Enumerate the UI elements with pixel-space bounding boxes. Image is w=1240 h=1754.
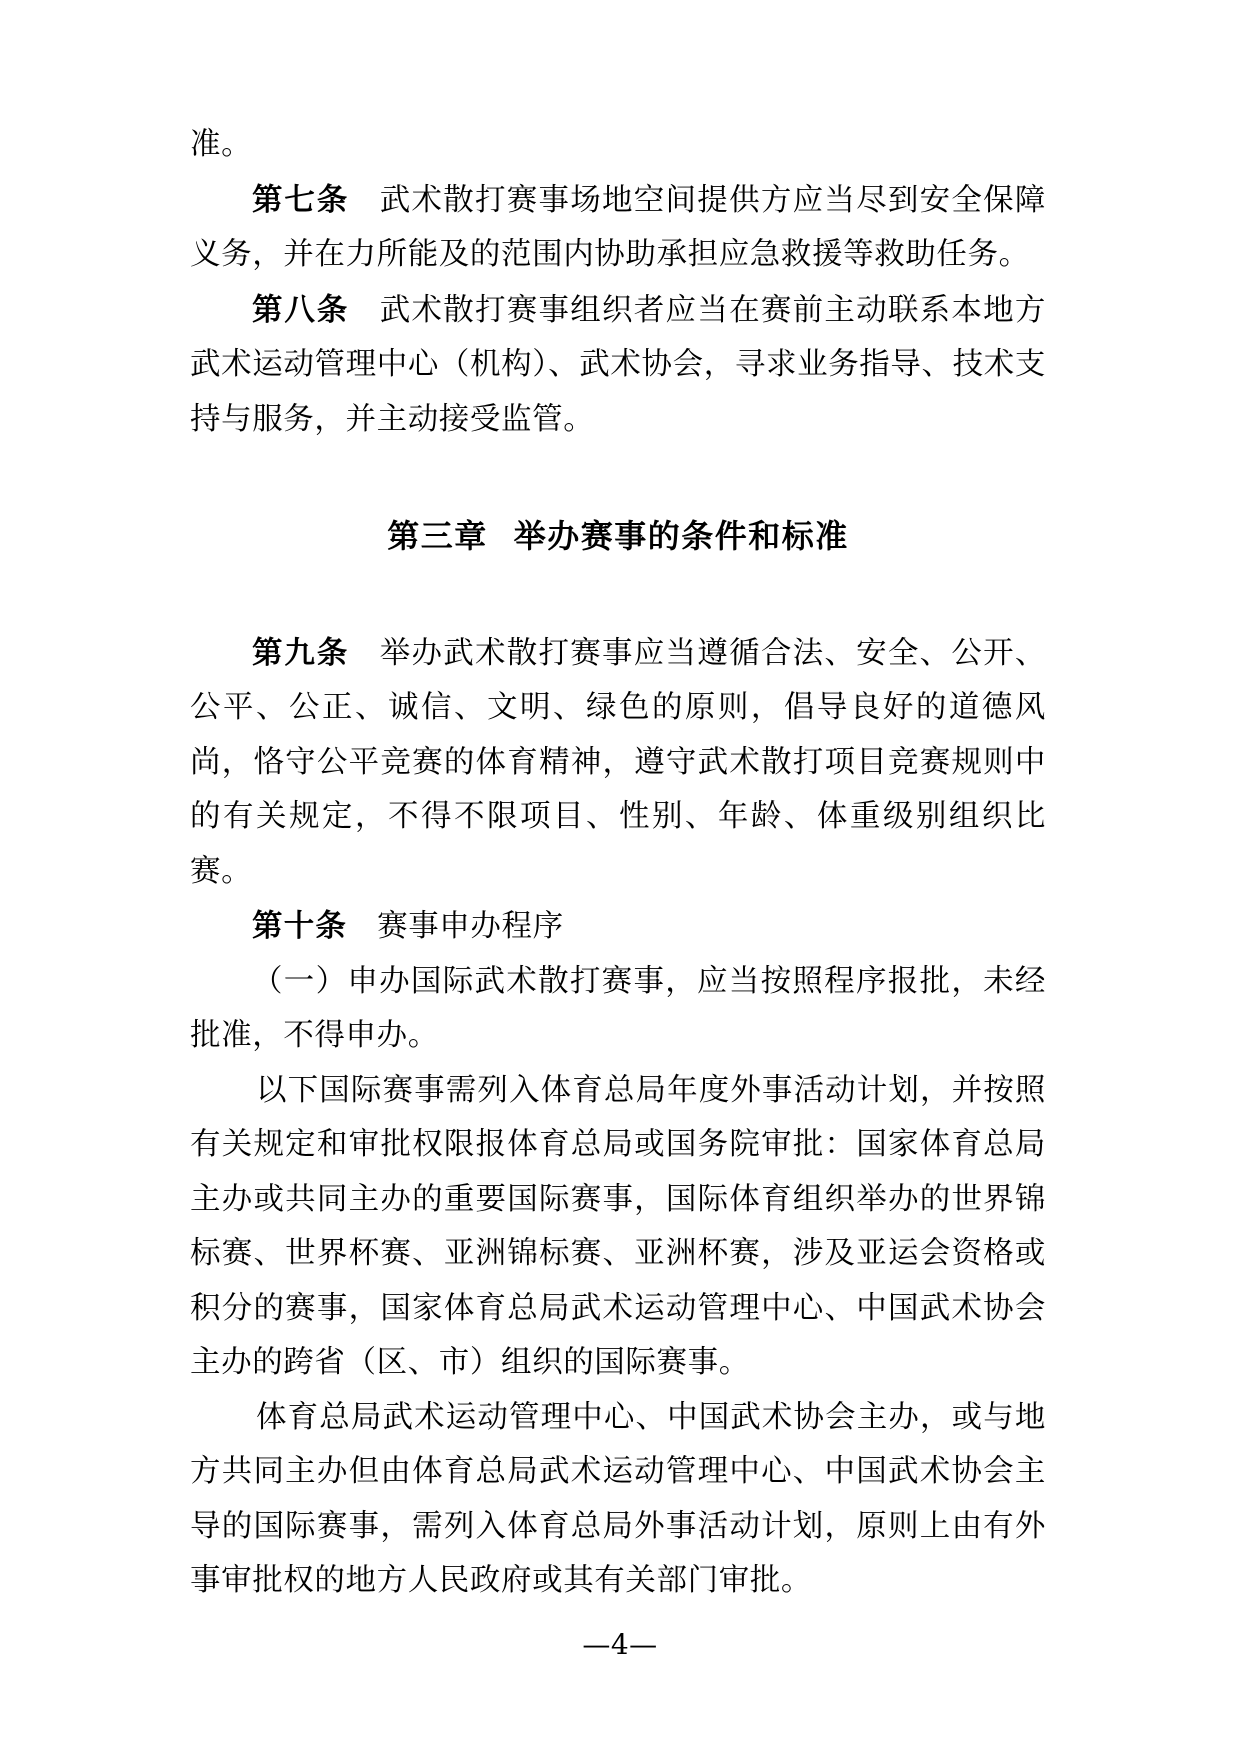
article-9-paragraph [190, 626, 1046, 900]
article-10-item-1-paragraph-2: 以下国际赛事需列入体育总局年度外事活动计划，并按照有关规定和审批权限报体育总局或国务院审批：国家体育总局主办或共同主办的重要国际赛事，国际体育组织举办的世界锦标赛、世界杯赛、亚洲锦标赛、亚洲杯赛，涉及亚运会资格或积分的赛事，国家体育总局武术运动管理中心、中国武术协会主办的跨省（区、市）组织的国际赛事。 [190, 1072, 1046, 1380]
article-10-text: 赛事申办程序 [377, 909, 564, 944]
article-7-paragraph [190, 173, 1046, 283]
article-7-text: 武术散打赛事场地空间提供方应当尽到安全保障义务，并在力所能及的范围内协助承担应急救援等救助任务。 [190, 182, 1046, 272]
chapter-number: 第三章 [387, 517, 488, 555]
chapter-title: 举办赛事的条件和标准 [513, 517, 849, 555]
article-10-item-1-paragraph-3: 体育总局武术运动管理中心、中国武术协会主办，或与地方共同主办但由体育总局武术运动管理中心、中国武术协会主导的国际赛事，需列入体育总局外事活动计划，原则上由有外事审批权的地方人民政府或其有关部门审批。 [190, 1399, 1046, 1598]
carryover-line: 准。 [190, 127, 253, 162]
article-8-label: 第八条 [252, 291, 350, 328]
chapter-bottom-spacer [190, 564, 1046, 626]
page-number-footer: —4— [582, 1628, 658, 1661]
chapter-top-spacer [190, 447, 1046, 509]
chapter-heading [190, 509, 1046, 564]
article-10-paragraph [190, 899, 1046, 955]
article-9-text: 举办武术散打赛事应当遵循合法、安全、公开、公平、公正、诚信、文明、绿色的原则，倡导良好的道德风尚，恪守公平竞赛的体育精神，遵守武术散打项目竞赛规则中的有关规定，不得不限项目、性别、年龄、体重级别组织比赛。 [190, 635, 1046, 889]
article-8-paragraph [190, 283, 1046, 448]
article-9-label: 第九条 [252, 634, 350, 671]
article-7-label: 第七条 [252, 181, 350, 218]
article-10-label: 第十条 [252, 908, 348, 944]
page-content [190, 118, 1046, 1609]
article-10-item-1: （一）申办国际武术散打赛事，应当按照程序报批，未经批准，不得申办。 [190, 963, 1046, 1053]
article-8-text: 武术散打赛事组织者应当在赛前主动联系本地方武术运动管理中心（机构）、武术协会，寻求业务指导、技术支持与服务，并主动接受监管。 [190, 292, 1046, 437]
